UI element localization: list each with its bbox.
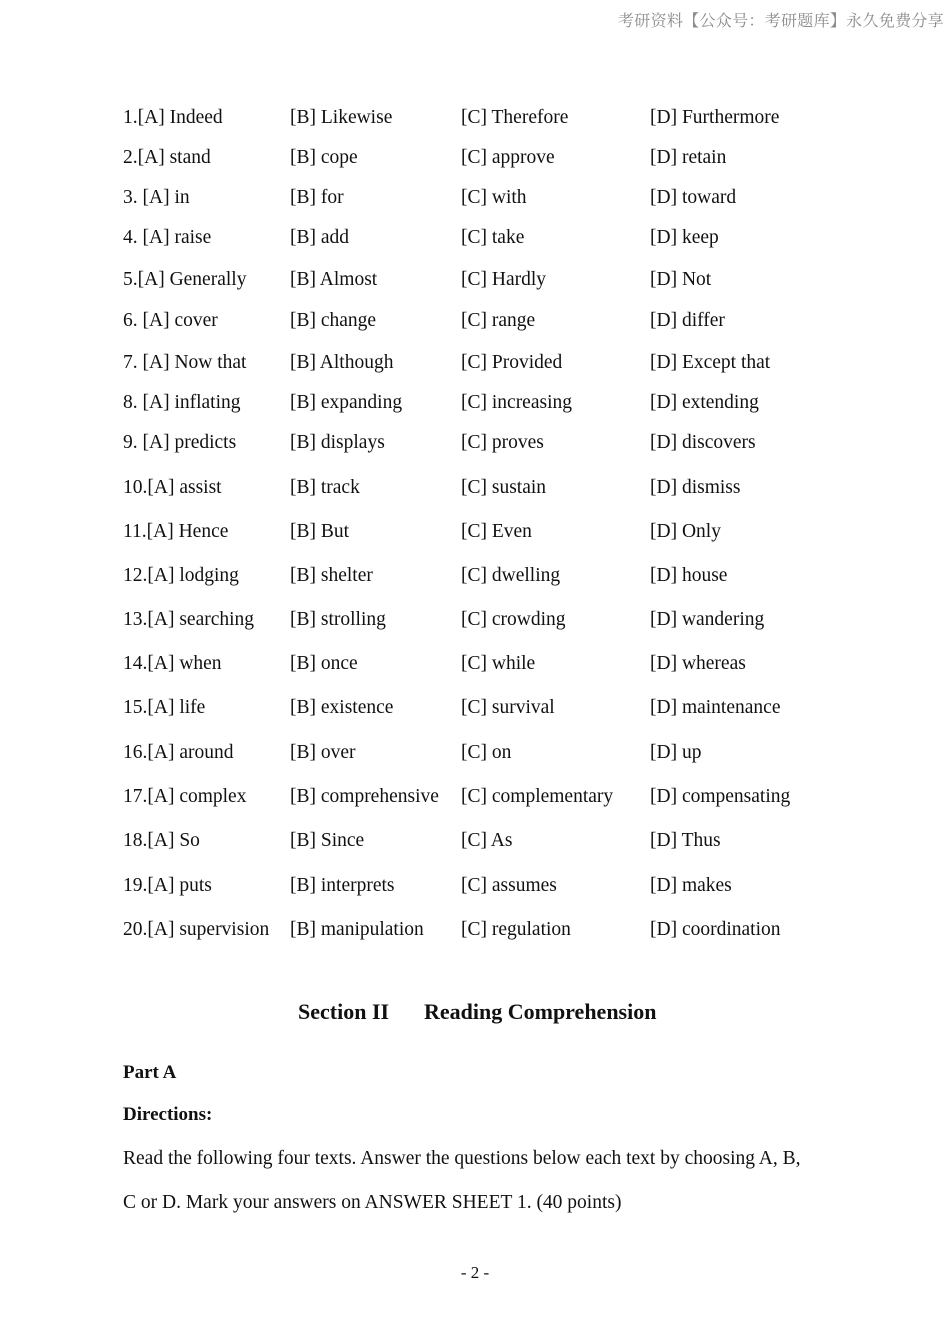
option-a: 4. [A] raise xyxy=(123,227,212,248)
option-b: [B] manipulation xyxy=(290,919,424,940)
section-title: Reading Comprehension xyxy=(424,999,657,1024)
option-a: 8. [A] inflating xyxy=(123,392,241,413)
option-d: [D] Not xyxy=(650,269,712,290)
question-row-6 xyxy=(0,306,950,336)
directions-text-line-2: C or D. Mark your answers on ANSWER SHEET 1. (40 points) xyxy=(123,1192,622,1213)
option-b: [B] interprets xyxy=(290,875,395,896)
option-b: [B] once xyxy=(290,653,358,674)
question-row-4 xyxy=(0,223,950,253)
option-a: 18.[A] So xyxy=(123,830,200,851)
option-a: 2.[A] stand xyxy=(123,147,211,168)
option-b: [B] displays xyxy=(290,432,385,453)
option-d: [D] discovers xyxy=(650,432,756,453)
question-row-13 xyxy=(0,605,950,635)
section-number: Section II xyxy=(298,999,390,1024)
question-row-7 xyxy=(0,348,950,378)
option-b: [B] cope xyxy=(290,147,358,168)
option-d: [D] compensating xyxy=(650,786,791,807)
option-d: [D] Thus xyxy=(650,830,721,851)
option-d: [D] Only xyxy=(650,521,721,542)
option-c: [C] on xyxy=(461,742,512,763)
option-c: [C] As xyxy=(461,830,513,851)
option-b: [B] over xyxy=(290,742,356,763)
option-b: [B] track xyxy=(290,477,360,498)
part-heading: Part A xyxy=(123,1062,177,1083)
option-c: [C] Even xyxy=(461,521,532,542)
option-b: [B] Almost xyxy=(290,269,378,290)
question-row-9 xyxy=(0,428,950,458)
option-c: [C] survival xyxy=(461,697,555,718)
question-row-1 xyxy=(0,103,950,133)
option-a: 16.[A] around xyxy=(123,742,234,763)
question-row-5 xyxy=(0,265,950,295)
watermark-text: 考研资料【公众号：考研题库】永久免费分享 xyxy=(617,11,944,30)
section-heading xyxy=(0,996,950,1028)
option-d: [D] Furthermore xyxy=(650,107,780,128)
option-d: [D] whereas xyxy=(650,653,746,674)
question-row-11 xyxy=(0,517,950,547)
option-d: [D] dismiss xyxy=(650,477,741,498)
question-row-8 xyxy=(0,388,950,418)
option-c: [C] approve xyxy=(461,147,555,168)
option-c: [C] regulation xyxy=(461,919,571,940)
option-d: [D] wandering xyxy=(650,609,765,630)
option-a: 17.[A] complex xyxy=(123,786,247,807)
question-row-18 xyxy=(0,826,950,856)
page-number: - 2 - xyxy=(460,1263,490,1282)
option-c: [C] increasing xyxy=(461,392,573,413)
option-d: [D] maintenance xyxy=(650,697,781,718)
option-b: [B] add xyxy=(290,227,350,248)
option-b: [B] change xyxy=(290,310,377,331)
option-a: 3. [A] in xyxy=(123,187,190,208)
option-d: [D] makes xyxy=(650,875,732,896)
option-d: [D] coordination xyxy=(650,919,781,940)
option-c: [C] Therefore xyxy=(461,107,569,128)
option-a: 15.[A] life xyxy=(123,697,206,718)
option-c: [C] proves xyxy=(461,432,544,453)
option-c: [C] range xyxy=(461,310,536,331)
question-row-16 xyxy=(0,738,950,768)
option-b: [B] Although xyxy=(290,352,394,373)
option-c: [C] Hardly xyxy=(461,269,547,290)
option-c: [C] with xyxy=(461,187,527,208)
question-row-2 xyxy=(0,143,950,173)
question-row-17 xyxy=(0,782,950,812)
option-b: [B] comprehensive xyxy=(290,786,439,807)
option-b: [B] shelter xyxy=(290,565,373,586)
option-d: [D] Except that xyxy=(650,352,771,373)
option-d: [D] retain xyxy=(650,147,727,168)
option-c: [C] take xyxy=(461,227,525,248)
option-a: 14.[A] when xyxy=(123,653,222,674)
option-c: [C] complementary xyxy=(461,786,614,807)
option-c: [C] Provided xyxy=(461,352,563,373)
option-a: 11.[A] Hence xyxy=(123,521,229,542)
question-row-10 xyxy=(0,473,950,503)
question-row-3 xyxy=(0,183,950,213)
option-c: [C] sustain xyxy=(461,477,547,498)
option-a: 20.[A] supervision xyxy=(123,919,270,940)
option-b: [B] existence xyxy=(290,697,394,718)
option-b: [B] strolling xyxy=(290,609,386,630)
option-d: [D] toward xyxy=(650,187,737,208)
option-a: 9. [A] predicts xyxy=(123,432,237,453)
option-b: [B] Likewise xyxy=(290,107,393,128)
option-a: 1.[A] Indeed xyxy=(123,107,223,128)
option-b: [B] for xyxy=(290,187,344,208)
question-row-14 xyxy=(0,649,950,679)
option-d: [D] differ xyxy=(650,310,725,331)
directions-heading: Directions: xyxy=(123,1104,213,1125)
option-a: 6. [A] cover xyxy=(123,310,218,331)
option-a: 10.[A] assist xyxy=(123,477,222,498)
question-row-20 xyxy=(0,915,950,945)
question-row-19 xyxy=(0,871,950,901)
option-c: [C] assumes xyxy=(461,875,557,896)
directions-text-line-1: Read the following four texts. Answer the questions below each text by choosing A, B, xyxy=(123,1148,801,1169)
option-a: 5.[A] Generally xyxy=(123,269,247,290)
option-a: 12.[A] lodging xyxy=(123,565,239,586)
question-row-12 xyxy=(0,561,950,591)
option-d: [D] up xyxy=(650,742,702,763)
option-a: 19.[A] puts xyxy=(123,875,212,896)
question-row-15 xyxy=(0,693,950,723)
option-c: [C] crowding xyxy=(461,609,566,630)
option-b: [B] expanding xyxy=(290,392,403,413)
option-c: [C] while xyxy=(461,653,536,674)
option-a: 13.[A] searching xyxy=(123,609,255,630)
option-d: [D] house xyxy=(650,565,728,586)
option-b: [B] But xyxy=(290,521,350,542)
option-d: [D] extending xyxy=(650,392,759,413)
option-c: [C] dwelling xyxy=(461,565,561,586)
option-b: [B] Since xyxy=(290,830,365,851)
option-a: 7. [A] Now that xyxy=(123,352,247,373)
option-d: [D] keep xyxy=(650,227,719,248)
